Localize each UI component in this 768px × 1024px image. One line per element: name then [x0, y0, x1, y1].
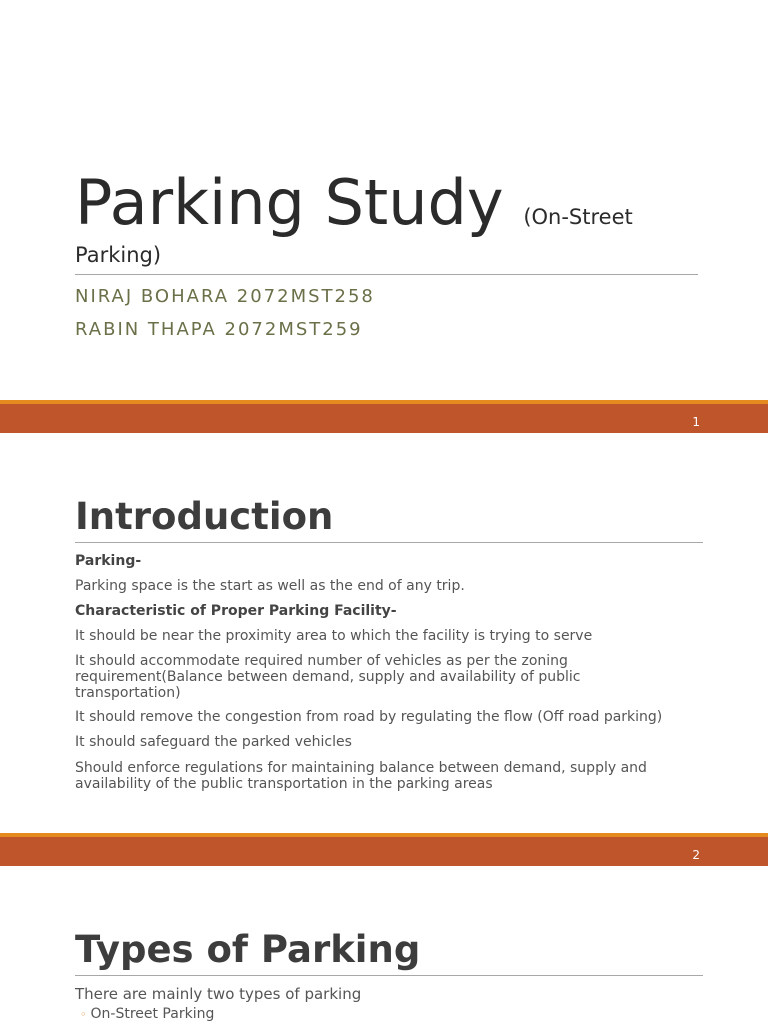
characteristic-label: Characteristic of Proper Parking Facility-: [75, 603, 397, 619]
heading-divider: [75, 542, 703, 543]
slide-2: [0, 433, 768, 833]
bullet-item: [80, 1006, 705, 1023]
intro-text: There are mainly two types of parking: [75, 985, 362, 1003]
author-2: RABIN THAPA 2072MST259: [75, 319, 363, 340]
presentation-subtitle-part1: (On-Street: [523, 205, 633, 229]
title-line: [75, 166, 633, 239]
slide-heading: Types of Parking: [75, 928, 421, 971]
slide-1: [0, 0, 768, 400]
parking-text: Parking space is the start as well as the end of any trip.: [75, 578, 465, 594]
presentation-subtitle-part2: Parking): [75, 243, 162, 267]
title-divider: [75, 274, 698, 275]
point-3: It should remove the congestion from road by regulating the flow (Off road parking): [75, 709, 663, 725]
slide-3: [0, 866, 768, 1024]
point-2: It should accommodate required number of vehicles as per the zoning requirement(Balance between demand, supply and availability of public transportation): [75, 653, 581, 701]
point-1: It should be near the proximity area to which the facility is trying to serve: [75, 628, 593, 644]
parking-label: Parking-: [75, 553, 142, 569]
slide-number: 2: [692, 848, 700, 862]
slide-2-footer-band: [0, 833, 768, 866]
bullet-circle-icon: ◦: [80, 1008, 87, 1021]
slide-1-footer-band: [0, 400, 768, 433]
author-1: NIRAJ BOHARA 2072MST258: [75, 286, 375, 307]
heading-divider: [75, 975, 703, 976]
presentation-title: Parking Study: [75, 166, 504, 239]
point-5: Should enforce regulations for maintaining balance between demand, supply and availability of the public transportation in the parking areas: [75, 760, 647, 792]
point-4: It should safeguard the parked vehicles: [75, 734, 352, 750]
slide-heading: Introduction: [75, 495, 334, 538]
slide-number: 1: [692, 415, 700, 429]
bullet-label: On-Street Parking: [90, 1006, 215, 1022]
